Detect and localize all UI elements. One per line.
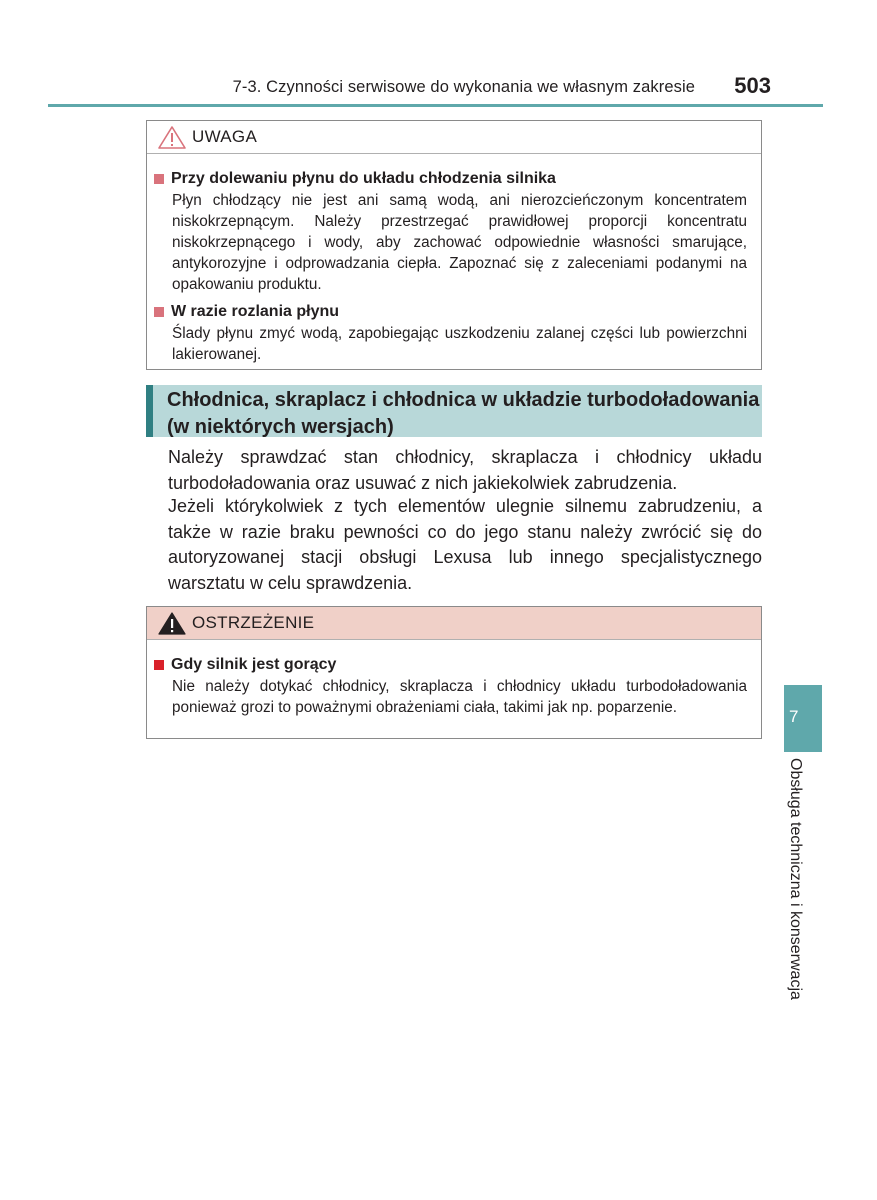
warning-label: OSTRZEŻENIE <box>192 613 315 632</box>
caution-label: UWAGA <box>192 127 258 146</box>
chapter-number: 7 <box>789 707 799 726</box>
warning-item-title <box>154 654 747 676</box>
caution-item-title <box>154 301 747 323</box>
bullet-square-icon <box>154 660 164 670</box>
section-heading <box>146 385 762 437</box>
bullet-square-icon <box>154 307 164 317</box>
warning-item-text: Nie należy dotykać chłodnicy, skraplacza i chłodnicy układu turbodoładowania ponieważ grozi to poważnymi obrażeniami ciała, takimi jak np. poparzenie. <box>172 678 747 716</box>
header-title: 7-3. Czynności serwisowe do wykonania we własnym zakresie <box>232 78 695 96</box>
section-title-line1: Chłodnica, skraplacz i chłodnica w układzie turbodoładowania <box>167 389 760 411</box>
caution-header <box>147 121 761 154</box>
caution-box <box>146 120 762 370</box>
section-paragraph: Należy sprawdzać stan chłodnicy, skraplacza i chłodnicy układu turbodoładowania oraz usuwać z nich jakiekolwiek zabrudzenia. <box>168 447 762 493</box>
warning-body <box>147 640 761 732</box>
section-paragraph: Jeżeli którykolwiek z tych elementów ulegnie silnemu zabrudzeniu, a także w razie braku pewności co do jego stanu należy zwrócić się do autoryzowanej stacji obsługi Lexusa lub innego specjalistycznego warsztatu w celu sprawdzenia. <box>168 496 762 593</box>
page-header <box>48 72 823 107</box>
warning-header <box>147 607 761 640</box>
section-title-line2: (w niektórych wersjach) <box>167 416 394 438</box>
page-number: 503 <box>734 73 771 98</box>
caution-item-text: Płyn chłodzący nie jest ani samą wodą, ani nierozcieńczonym koncentratem niskokrzepnącym. Należy przestrzegać prawidłowej proporcji koncentratu niskokrzepnącego i wody, aby zachować odpowiednie własności smarujące, antykorozyjne i odprowadzania ciepła. Zapoznać się z zaleceniami podanymi na opakowaniu produktu. <box>172 192 747 293</box>
caution-body <box>147 154 761 379</box>
caution-item-text: Ślady płynu zmyć wodą, zapobiegając uszkodzeniu zalanej części lub powierzchni lakierowanej. <box>172 325 747 363</box>
chapter-label-text: Obsługa techniczna i konserwacja <box>787 758 804 1000</box>
caution-item-title <box>154 168 747 190</box>
caution-item-title-text: W razie rozlania płynu <box>171 303 340 320</box>
chapter-tab[interactable] <box>784 685 822 752</box>
warning-triangle-icon <box>157 611 187 641</box>
warning-item-title-text: Gdy silnik jest gorący <box>171 656 337 673</box>
caution-item-title-text: Przy dolewaniu płynu do układu chłodzenia silnika <box>171 170 556 187</box>
caution-triangle-icon <box>157 125 187 155</box>
bullet-square-icon <box>154 174 164 184</box>
warning-box <box>146 606 762 739</box>
chapter-side-label <box>782 758 806 1028</box>
